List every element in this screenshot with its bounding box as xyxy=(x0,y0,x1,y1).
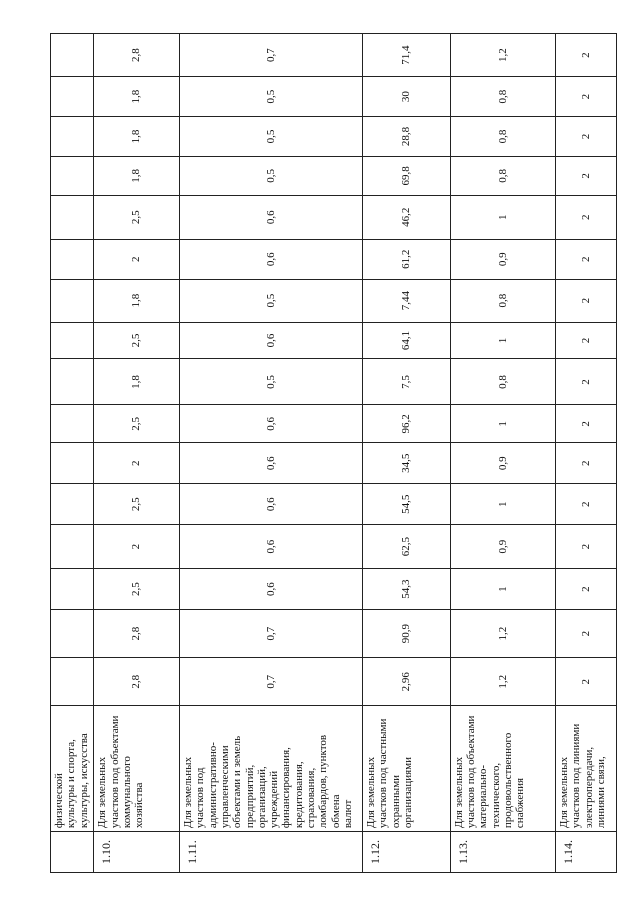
value-cell xyxy=(51,239,94,279)
value-cell: 34,5 xyxy=(363,443,451,484)
value-cell: 2,8 xyxy=(94,658,180,706)
value-cell: 2 xyxy=(556,359,617,405)
value-cell: 2 xyxy=(556,569,617,610)
value-cell: 2 xyxy=(556,405,617,443)
value-cell xyxy=(51,525,94,569)
row-description xyxy=(51,706,94,832)
value-cell: 0,7 xyxy=(179,658,362,706)
value-cell: 0,6 xyxy=(179,195,362,239)
value-cell: 0,8 xyxy=(450,77,555,117)
value-cell: 2,5 xyxy=(94,322,180,359)
value-cell: 1,8 xyxy=(94,156,180,195)
value-cell: 0,6 xyxy=(179,525,362,569)
value-cell: 2 xyxy=(94,443,180,484)
value-cell: 1,8 xyxy=(94,359,180,405)
value-cell: 64,1 xyxy=(363,322,451,359)
value-cell: 0,6 xyxy=(179,322,362,359)
row-description-text: Для земельных участков под частными охранными организациями xyxy=(365,718,414,829)
table-row xyxy=(450,34,555,873)
value-cell: 2 xyxy=(556,156,617,195)
value-cell: 71,4 xyxy=(363,34,451,77)
value-cell: 54,3 xyxy=(363,569,451,610)
value-cell: 2 xyxy=(556,484,617,525)
value-cell xyxy=(51,405,94,443)
table-row xyxy=(363,34,451,873)
value-cell: 1,2 xyxy=(450,658,555,706)
value-cell: 0,5 xyxy=(179,117,362,157)
value-cell: 2 xyxy=(556,525,617,569)
coefficient-table xyxy=(50,33,617,873)
value-cell: 2,96 xyxy=(363,658,451,706)
value-cell: 1 xyxy=(450,484,555,525)
value-cell: 2,5 xyxy=(94,195,180,239)
value-cell xyxy=(51,34,94,77)
value-cell: 1 xyxy=(450,405,555,443)
value-cell: 0,7 xyxy=(179,610,362,658)
value-cell: 30 xyxy=(363,77,451,117)
value-cell: 0,6 xyxy=(179,443,362,484)
row-description-text: Для земельных участков под объектами коммунального хозяйства xyxy=(96,715,146,829)
value-cell: 2 xyxy=(94,239,180,279)
row-description xyxy=(94,706,180,832)
value-cell: 2,8 xyxy=(94,34,180,77)
value-cell: 96,2 xyxy=(363,405,451,443)
value-cell xyxy=(51,279,94,322)
value-cell: 61,2 xyxy=(363,239,451,279)
table-row xyxy=(179,34,362,873)
rotated-table-wrapper xyxy=(50,33,617,873)
value-cell: 0,5 xyxy=(179,359,362,405)
value-cell: 7,5 xyxy=(363,359,451,405)
row-description xyxy=(179,706,362,832)
value-cell: 2 xyxy=(556,117,617,157)
value-cell xyxy=(51,156,94,195)
value-cell: 69,8 xyxy=(363,156,451,195)
value-cell: 0,5 xyxy=(179,156,362,195)
value-cell: 0,6 xyxy=(179,239,362,279)
row-description-text: Для земельных участков под объектами материально- технического, продовольственного снабжения xyxy=(452,715,527,829)
value-cell: 1 xyxy=(450,322,555,359)
value-cell: 90,9 xyxy=(363,610,451,658)
value-cell: 0,8 xyxy=(450,359,555,405)
value-cell xyxy=(51,610,94,658)
value-cell: 2 xyxy=(556,443,617,484)
table-body xyxy=(51,34,617,873)
value-cell: 2 xyxy=(556,34,617,77)
value-cell: 2,5 xyxy=(94,405,180,443)
row-description-text: Для земельных участков под линиями электропередачи, линиями связи, xyxy=(558,723,607,829)
table-row xyxy=(556,34,617,873)
row-description-text: Для земельных участков под административно- управленческими объектами и земель предприятий, организаций, учреждений финансирования, кредитования, страхования, ломбардов, пунктов обмена валют xyxy=(181,734,355,829)
value-cell: 0,9 xyxy=(450,239,555,279)
value-cell: 0,6 xyxy=(179,569,362,610)
value-cell: 1,8 xyxy=(94,279,180,322)
row-description xyxy=(450,706,555,832)
value-cell: 0,9 xyxy=(450,525,555,569)
value-cell: 0,6 xyxy=(179,484,362,525)
value-cell xyxy=(51,322,94,359)
value-cell: 2 xyxy=(556,279,617,322)
value-cell: 1 xyxy=(450,569,555,610)
row-number: 1.14. xyxy=(556,832,617,873)
row-number xyxy=(51,832,94,873)
value-cell: 2 xyxy=(556,195,617,239)
value-cell: 1,2 xyxy=(450,34,555,77)
row-description-text: физической культуры и спорта, культуры, искусства xyxy=(53,733,90,829)
table-row xyxy=(94,34,180,873)
value-cell: 2,8 xyxy=(94,610,180,658)
value-cell: 0,5 xyxy=(179,77,362,117)
value-cell: 28,8 xyxy=(363,117,451,157)
value-cell: 54,5 xyxy=(363,484,451,525)
value-cell: 7,44 xyxy=(363,279,451,322)
value-cell: 0,8 xyxy=(450,117,555,157)
value-cell: 2 xyxy=(556,322,617,359)
row-description xyxy=(363,706,451,832)
value-cell: 0,6 xyxy=(179,405,362,443)
value-cell xyxy=(51,658,94,706)
value-cell: 2 xyxy=(556,239,617,279)
table-row xyxy=(51,34,94,873)
value-cell: 0,5 xyxy=(179,279,362,322)
value-cell: 2,5 xyxy=(94,484,180,525)
value-cell: 0,7 xyxy=(179,34,362,77)
value-cell: 0,9 xyxy=(450,443,555,484)
row-number: 1.13. xyxy=(450,832,555,873)
value-cell: 2 xyxy=(556,77,617,117)
value-cell xyxy=(51,359,94,405)
value-cell: 1,8 xyxy=(94,77,180,117)
value-cell: 2,5 xyxy=(94,569,180,610)
value-cell xyxy=(51,195,94,239)
value-cell xyxy=(51,77,94,117)
row-number: 1.11. xyxy=(179,832,362,873)
value-cell: 46,2 xyxy=(363,195,451,239)
row-number: 1.12. xyxy=(363,832,451,873)
row-description xyxy=(556,706,617,832)
value-cell: 1 xyxy=(450,195,555,239)
value-cell: 1,8 xyxy=(94,117,180,157)
value-cell: 2 xyxy=(556,658,617,706)
value-cell: 2 xyxy=(94,525,180,569)
value-cell: 1,2 xyxy=(450,610,555,658)
row-number: 1.10. xyxy=(94,832,180,873)
value-cell xyxy=(51,117,94,157)
value-cell xyxy=(51,569,94,610)
value-cell: 0,8 xyxy=(450,279,555,322)
value-cell xyxy=(51,443,94,484)
value-cell: 0,8 xyxy=(450,156,555,195)
value-cell xyxy=(51,484,94,525)
value-cell: 62,5 xyxy=(363,525,451,569)
value-cell: 2 xyxy=(556,610,617,658)
